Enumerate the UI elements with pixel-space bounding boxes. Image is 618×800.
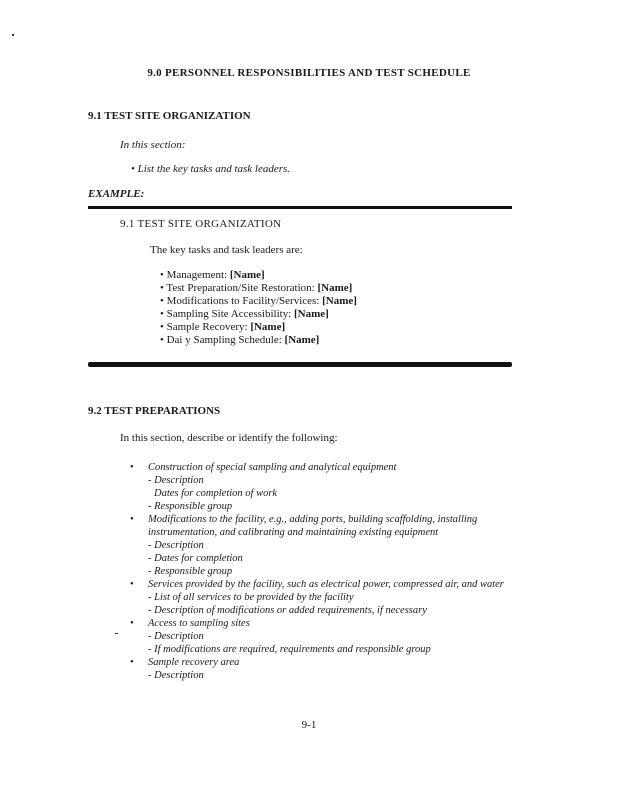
list-item [130,617,530,656]
section-9-1-intro: In this section: [120,139,186,151]
bullet-icon: • [130,514,134,525]
item-text: Construction of special sampling and analytical equipment [148,462,397,473]
sub-item: - Dates for completion [148,553,243,564]
sub-item: - Description [148,475,204,486]
item-text: Services provided by the facility, such as electrical power, compressed air, and water [148,579,504,590]
example-label: EXAMPLE: [88,188,145,200]
task-leader: [Name] [294,308,329,320]
list-item [130,513,530,578]
sub-item: - Description of modifications or added requirements, if necessary [148,605,427,616]
bullet-icon: • [130,462,134,473]
example-title: 9.1 TEST SITE ORGANIZATION [120,218,282,230]
task-leader: [Name] [250,321,286,333]
sub-item: - Description [148,631,204,642]
sub-item: - Description [148,670,204,681]
preparations-list [130,461,530,682]
scan-speck [12,34,14,36]
section-9-2-intro: In this section, describe or identify the following: [120,432,338,444]
list-item [160,295,357,308]
task-label: • Test Preparation/Site Restoration: [160,282,318,294]
list-item [160,321,357,334]
list-item [130,578,530,617]
section-9-1-title: 9.1 TEST SITE ORGANIZATION [88,110,251,122]
page-number: 9-1 [301,719,317,731]
list-item [160,308,357,321]
item-text: Sample recovery area [148,657,240,668]
item-text: Access to sampling sites [148,618,250,629]
task-leader: [Name] [284,334,320,346]
sub-item: - Responsible group [148,566,233,577]
list-item [160,269,357,282]
bullet-icon: • [130,657,134,668]
example-bottom-rule [88,362,512,367]
task-label: • Sample Recovery: [160,321,251,333]
sub-item: - If modifications are required, requirements and responsible group [148,644,431,655]
sub-item: Dates for completion of work [154,488,278,499]
list-item [130,461,530,513]
example-top-rule [88,206,512,209]
task-leader: [Name] [317,282,353,294]
task-label: • Management: [160,269,230,281]
task-leader: [Name] [229,269,265,281]
sub-item: - List of all services to be provided by the facility [148,592,354,603]
sub-item: - Description [148,540,204,551]
list-item [160,334,357,347]
task-label: • Modifications to Facility/Services: [160,295,323,307]
item-text: Modifications to the facility, e.g., adding ports, building scaffolding, installing instrumentation, and calibrating and maintaining existing equipment [148,514,478,538]
section-9-1-bullet: • List the key tasks and task leaders. [131,163,291,175]
bullet-icon: • [130,579,134,590]
scan-speck [115,633,118,634]
example-intro: The key tasks and task leaders are: [150,244,303,256]
list-item [130,656,530,682]
list-item [160,282,357,295]
sub-item: - Responsible group [148,501,233,512]
bullet-icon: • [130,618,134,629]
task-leader: [Name] [322,295,357,307]
example-task-list [160,269,357,347]
task-label: • Sampling Site Accessibility: [160,308,295,320]
section-9-2-title: 9.2 TEST PREPARATIONS [88,405,221,417]
page-heading: 9.0 PERSONNEL RESPONSIBILITIES AND TEST SCHEDULE [147,67,471,79]
task-label: • Dai y Sampling Schedule: [160,334,285,346]
